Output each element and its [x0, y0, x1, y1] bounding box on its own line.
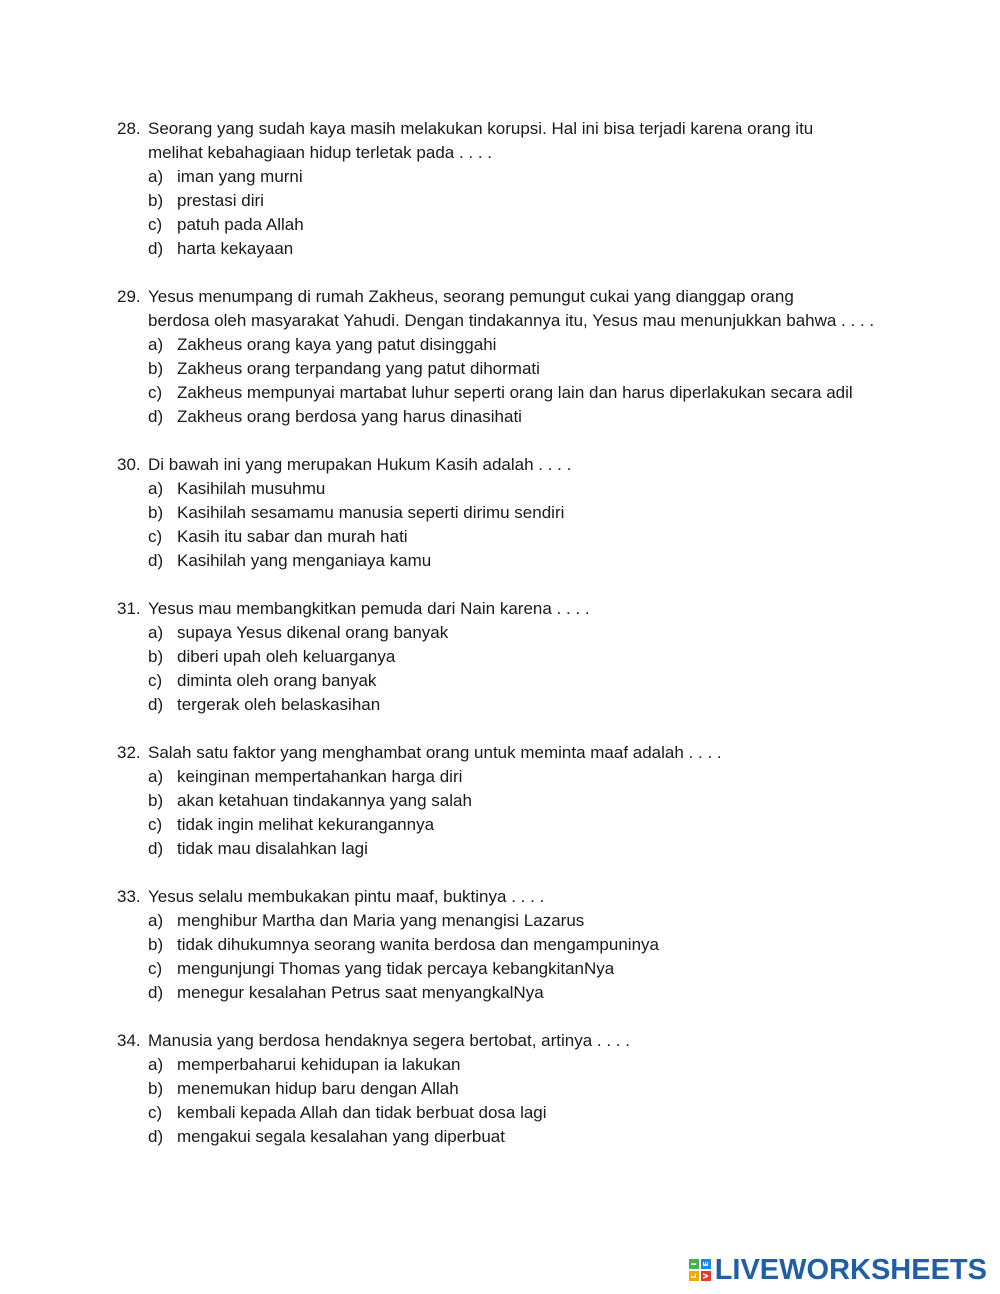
answer-option[interactable]: [148, 213, 977, 237]
option-text: tidak ingin melihat kekurangannya: [177, 815, 435, 834]
option-letter: a): [148, 479, 164, 498]
question-text: Salah satu faktor yang menghambat orang untuk meminta maaf adalah . . . .: [148, 743, 722, 762]
question-number: 32.: [117, 743, 141, 762]
option-text: diberi upah oleh keluarganya: [177, 647, 396, 666]
option-text: patuh pada Allah: [177, 215, 304, 234]
answer-option[interactable]: [148, 1077, 977, 1101]
answer-option[interactable]: [148, 333, 977, 357]
option-text: menegur kesalahan Petrus saat menyangkalNya: [177, 983, 544, 1002]
option-letter: b): [148, 1079, 164, 1098]
option-letter: d): [148, 407, 164, 426]
option-text: Zakheus orang berdosa yang harus dinasihati: [177, 407, 522, 426]
question-text: Yesus menumpang di rumah Zakheus, seorang pemungut cukai yang dianggap orang berdosa oleh masyarakat Yahudi. Dengan tindakannya itu, Yesus mau menunjukkan bahwa . . . .: [148, 287, 875, 330]
option-text: menemukan hidup baru dengan Allah: [177, 1079, 459, 1098]
question-32: [117, 741, 977, 861]
answer-option[interactable]: [148, 765, 977, 789]
logo-tile: E: [701, 1259, 711, 1269]
logo-tile: I: [689, 1259, 699, 1269]
option-letter: c): [148, 671, 163, 690]
option-letter: d): [148, 551, 164, 570]
answer-option[interactable]: [148, 1101, 977, 1125]
option-text: memperbaharui kehidupan ia lakukan: [177, 1055, 461, 1074]
answer-option[interactable]: [148, 381, 977, 405]
question-31: [117, 597, 977, 717]
option-text: menghibur Martha dan Maria yang menangisi Lazarus: [177, 911, 585, 930]
option-letter: d): [148, 239, 164, 258]
option-letter: c): [148, 383, 163, 402]
question-text: Seorang yang sudah kaya masih melakukan korupsi. Hal ini bisa terjadi karena orang itu melihat kebahagiaan hidup terletak pada . . . .: [148, 119, 814, 162]
option-text: tergerak oleh belaskasihan: [177, 695, 381, 714]
question-list: [117, 117, 977, 1173]
option-letter: c): [148, 527, 163, 546]
answer-option[interactable]: [148, 189, 977, 213]
question-stem: [117, 453, 977, 477]
option-letter: a): [148, 167, 164, 186]
question-29: [117, 285, 977, 429]
option-text: supaya Yesus dikenal orang banyak: [177, 623, 449, 642]
question-number: 29.: [117, 287, 141, 306]
option-letter: d): [148, 695, 164, 714]
answer-option[interactable]: [148, 357, 977, 381]
option-text: Kasihilah yang menganiaya kamu: [177, 551, 432, 570]
question-text: Manusia yang berdosa hendaknya segera bertobat, artinya . . . .: [148, 1031, 630, 1050]
logo-tile: V: [701, 1271, 711, 1281]
option-letter: a): [148, 911, 164, 930]
question-33: [117, 885, 977, 1005]
answer-option[interactable]: [148, 549, 977, 573]
answer-options: [117, 333, 977, 429]
option-text: diminta oleh orang banyak: [177, 671, 377, 690]
liveworksheets-logo-icon: [689, 1259, 711, 1281]
logo-tile: L: [689, 1271, 699, 1281]
answer-option[interactable]: [148, 165, 977, 189]
answer-option[interactable]: [148, 813, 977, 837]
question-text: Di bawah ini yang merupakan Hukum Kasih adalah . . . .: [148, 455, 572, 474]
option-text: tidak dihukumnya seorang wanita berdosa dan mengampuninya: [177, 935, 659, 954]
option-text: tidak mau disalahkan lagi: [177, 839, 368, 858]
answer-option[interactable]: [148, 1053, 977, 1077]
option-letter: a): [148, 335, 164, 354]
question-number: 31.: [117, 599, 141, 618]
answer-option[interactable]: [148, 669, 977, 693]
option-text: mengunjungi Thomas yang tidak percaya kebangkitanNya: [177, 959, 615, 978]
question-stem: [117, 597, 977, 621]
answer-option[interactable]: [148, 621, 977, 645]
question-text: Yesus mau membangkitkan pemuda dari Nain karena . . . .: [148, 599, 590, 618]
option-text: Zakheus orang kaya yang patut disinggahi: [177, 335, 497, 354]
answer-options: [117, 477, 977, 573]
option-text: iman yang murni: [177, 167, 303, 186]
question-number: 28.: [117, 119, 141, 138]
answer-option[interactable]: [148, 789, 977, 813]
answer-option[interactable]: [148, 957, 977, 981]
option-text: Kasihilah musuhmu: [177, 479, 326, 498]
answer-option[interactable]: [148, 477, 977, 501]
answer-option[interactable]: [148, 525, 977, 549]
question-stem: [117, 885, 977, 909]
answer-option[interactable]: [148, 405, 977, 429]
answer-options: [117, 909, 977, 1005]
option-letter: c): [148, 815, 163, 834]
option-text: harta kekayaan: [177, 239, 294, 258]
option-text: prestasi diri: [177, 191, 264, 210]
answer-options: [117, 621, 977, 717]
option-letter: d): [148, 839, 164, 858]
option-text: Kasihilah sesamamu manusia seperti dirimu sendiri: [177, 503, 565, 522]
question-stem: [117, 117, 977, 165]
option-letter: c): [148, 959, 163, 978]
option-text: Zakheus mempunyai martabat luhur seperti orang lain dan harus diperlakukan secara adil: [177, 383, 853, 402]
answer-options: [117, 165, 977, 261]
option-letter: b): [148, 191, 164, 210]
answer-options: [117, 1053, 977, 1149]
answer-option[interactable]: [148, 237, 977, 261]
question-stem: [117, 741, 977, 765]
question-28: [117, 117, 977, 261]
question-34: [117, 1029, 977, 1149]
answer-option[interactable]: [148, 501, 977, 525]
answer-option[interactable]: [148, 909, 977, 933]
option-letter: b): [148, 791, 164, 810]
option-letter: b): [148, 503, 164, 522]
question-30: [117, 453, 977, 573]
answer-option[interactable]: [148, 933, 977, 957]
answer-options: [117, 765, 977, 861]
option-letter: c): [148, 215, 163, 234]
question-number: 33.: [117, 887, 141, 906]
question-text: Yesus selalu membukakan pintu maaf, buktinya . . . .: [148, 887, 545, 906]
option-letter: d): [148, 983, 164, 1002]
liveworksheets-logo: [689, 1254, 987, 1286]
option-text: Kasih itu sabar dan murah hati: [177, 527, 408, 546]
question-number: 30.: [117, 455, 141, 474]
option-letter: c): [148, 1103, 163, 1122]
question-stem: [117, 285, 977, 333]
answer-option[interactable]: [148, 837, 977, 861]
option-text: kembali kepada Allah dan tidak berbuat dosa lagi: [177, 1103, 547, 1122]
option-letter: b): [148, 647, 164, 666]
option-text: akan ketahuan tindakannya yang salah: [177, 791, 472, 810]
option-letter: a): [148, 623, 164, 642]
answer-option[interactable]: [148, 645, 977, 669]
answer-option[interactable]: [148, 1125, 977, 1149]
option-letter: d): [148, 1127, 164, 1146]
question-stem: [117, 1029, 977, 1053]
option-letter: b): [148, 935, 164, 954]
option-text: Zakheus orang terpandang yang patut dihormati: [177, 359, 540, 378]
option-letter: a): [148, 767, 164, 786]
answer-option[interactable]: [148, 981, 977, 1005]
answer-option[interactable]: [148, 693, 977, 717]
brand-name: LIVEWORKSHEETS: [714, 1254, 987, 1286]
question-number: 34.: [117, 1031, 141, 1050]
option-text: keinginan mempertahankan harga diri: [177, 767, 463, 786]
option-text: mengakui segala kesalahan yang diperbuat: [177, 1127, 505, 1146]
option-letter: b): [148, 359, 164, 378]
option-letter: a): [148, 1055, 164, 1074]
